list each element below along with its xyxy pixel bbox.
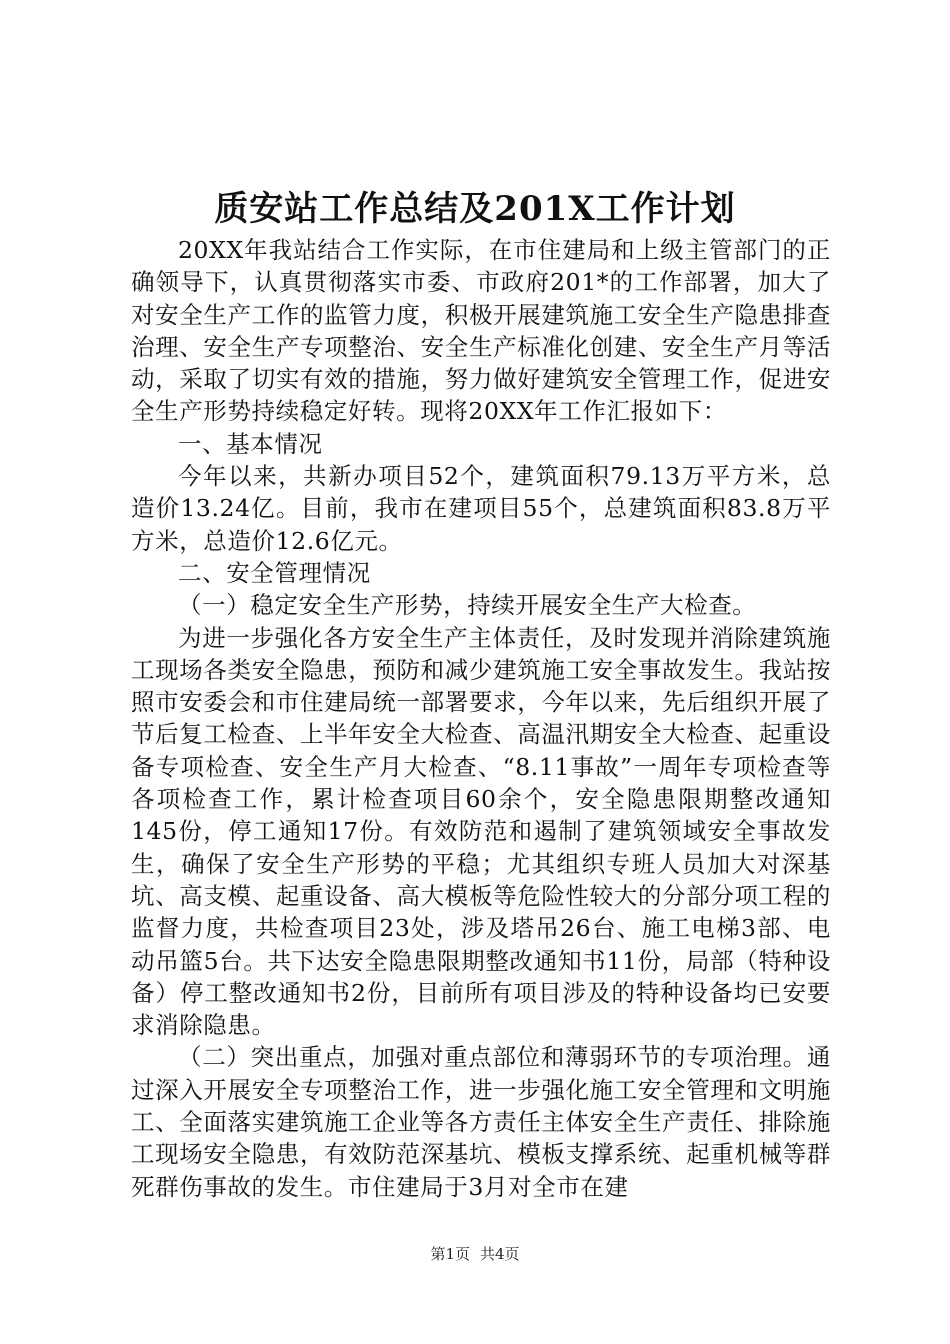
inspection-paragraph: 为进一步强化各方安全生产主体责任，及时发现并消除建筑施工现场各类安全隐患，预防和减少建筑施工安全事故发生。我站按照市安委会和市住建局统一部署要求，今年以来，先后组织开展了节后复工检查、上半年安全大检查、高温汛期安全大检查、起重设备专项检查、安全生产月大检查、“8.11事故”一周年专项检查等各项检查工作，累计检查项目60余个，安全隐患限期整改通知145份，停工通知17份。有效防范和遏制了建筑领域安全事故发生，确保了安全生产形势的平稳；尤其组织专班人员加大对深基坑、高支模、起重设备、高大模板等危险性较大的分部分项工程的监督力度，共检查项目23处，涉及塔吊26台、施工电梯3部、电动吊篮5台。共下达安全隐患限期整改通知书11份，局部（特种设备）停工整改通知书2份，目前所有项目涉及的特种设备均已安要求消除隐患。 (131, 623, 831, 1040)
section-heading-basic-situation: 一、基本情况 (178, 429, 323, 458)
document-title: 质安站工作总结及201X工作计划 (214, 189, 736, 229)
special-governance-paragraph: （二）突出重点，加强对重点部位和薄弱环节的专项治理。通过深入开展安全专项整治工作，进一步强化施工安全管理和文明施工、全面落实建筑施工企业等各方责任主体安全生产责任、排除施工现场安全隐患，有效防范深基坑、模板支撑系统、起重机械等群死群伤事故的发生。市住建局于3月对全市在建 (131, 1043, 831, 1201)
subsection-heading-1: （一）稳定安全生产形势，持续开展安全生产大检查。 (178, 591, 757, 620)
page-footer (0, 1244, 950, 1264)
section-heading-safety-management: 二、安全管理情况 (178, 558, 371, 587)
intro-paragraph: 20XX年我站结合工作实际，在市住建局和上级主管部门的正确领导下，认真贯彻落实市委、市政府201*的工作部署，加大了对安全生产工作的监管力度，积极开展建筑施工安全生产隐患排查治理、安全生产专项整治、安全生产标准化创建、安全生产月等活动，采取了切实有效的措施，努力做好建筑安全管理工作，促进安全生产形势持续稳定好转。现将20XX年工作汇报如下： (131, 236, 831, 426)
document-body (131, 234, 831, 1203)
page-total: 共4页 (480, 1245, 520, 1263)
page-number: 第1页 (430, 1245, 470, 1263)
basic-situation-paragraph: 今年以来，共新办项目52个，建筑面积79.13万平方米，总造价13.24亿。目前，我市在建项目55个，总建筑面积83.8万平方米，总造价12.6亿元。 (131, 462, 831, 555)
